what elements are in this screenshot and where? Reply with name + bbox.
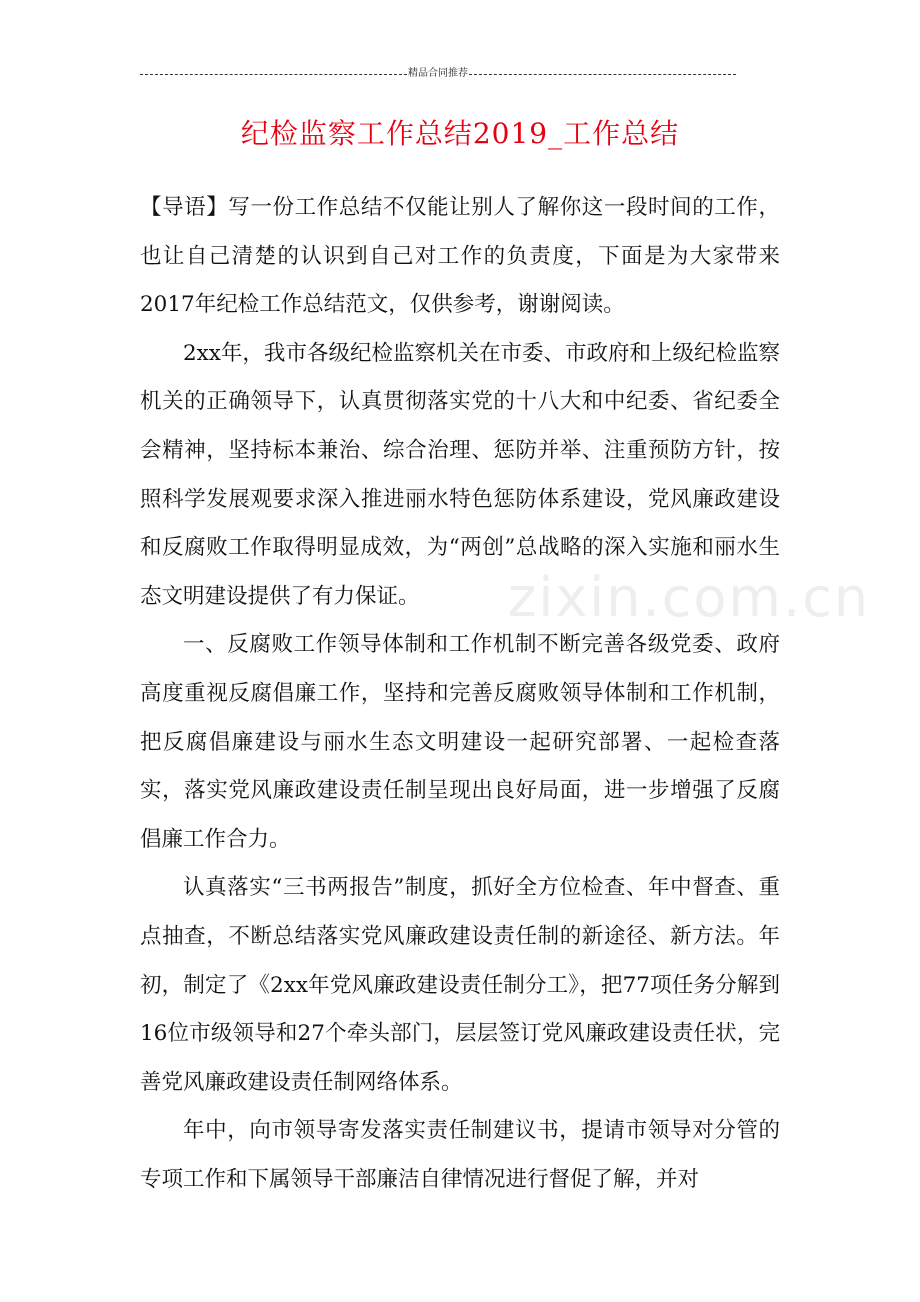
document-body — [140, 184, 780, 1204]
document-title: 纪检监察工作总结2019_工作总结 — [240, 117, 680, 150]
intro-paragraph: 【导语】写一份工作总结不仅能让别人了解你这一段时间的工作，也让自己清楚的认识到自己对工作的负责度，下面是为大家带来2017年纪检工作总结范文，仅供参考，谢谢阅读。 — [140, 195, 780, 318]
header-dash-right — [469, 74, 736, 75]
page-header — [140, 66, 736, 82]
header-dash-left — [140, 74, 407, 75]
body-paragraph-1: 2xx年，我市各级纪检监察机关在市委、市政府和上级纪检监察机关的正确领导下，认真贯彻落实党的十八大和中纪委、省纪委全会精神，坚持标本兼治、综合治理、惩防并举、注重预防方针，按照科学发展观要求深入推进丽水特色惩防体系建设，党风廉政建设和反腐败工作取得明显成效，为“两创”总战略的深入实施和丽水生态文明建设提供了有力保证。 — [140, 340, 780, 609]
body-paragraph-3: 认真落实“三书两报告”制度，抓好全方位检查、年中督查、重点抽查，不断总结落实党风廉政建设责任制的新途径、新方法。年初，制定了《2xx年党风廉政建设责任制分工》，把77项任务分解到16位市级领导和27个牵头部门，层层签订党风廉政建设责任状，完善党风廉政建设责任制网络体系。 — [140, 875, 780, 1095]
header-text: 精品合同推荐 — [408, 68, 468, 79]
body-paragraph-4: 年中，向市领导寄发落实责任制建议书，提请市领导对分管的专项工作和下属领导干部廉洁自律情况进行督促了解，并对 — [140, 1118, 780, 1192]
watermark: zixin.com.cn — [508, 566, 871, 629]
body-paragraph-2: 一、反腐败工作领导体制和工作机制不断完善各级党委、政府高度重视反腐倡廉工作，坚持和完善反腐败领导体制和工作机制，把反腐倡廉建设与丽水生态文明建设一起研究部署、一起检查落实，落实党风廉政建设责任制呈现出良好局面，进一步增强了反腐倡廉工作合力。 — [140, 632, 780, 852]
